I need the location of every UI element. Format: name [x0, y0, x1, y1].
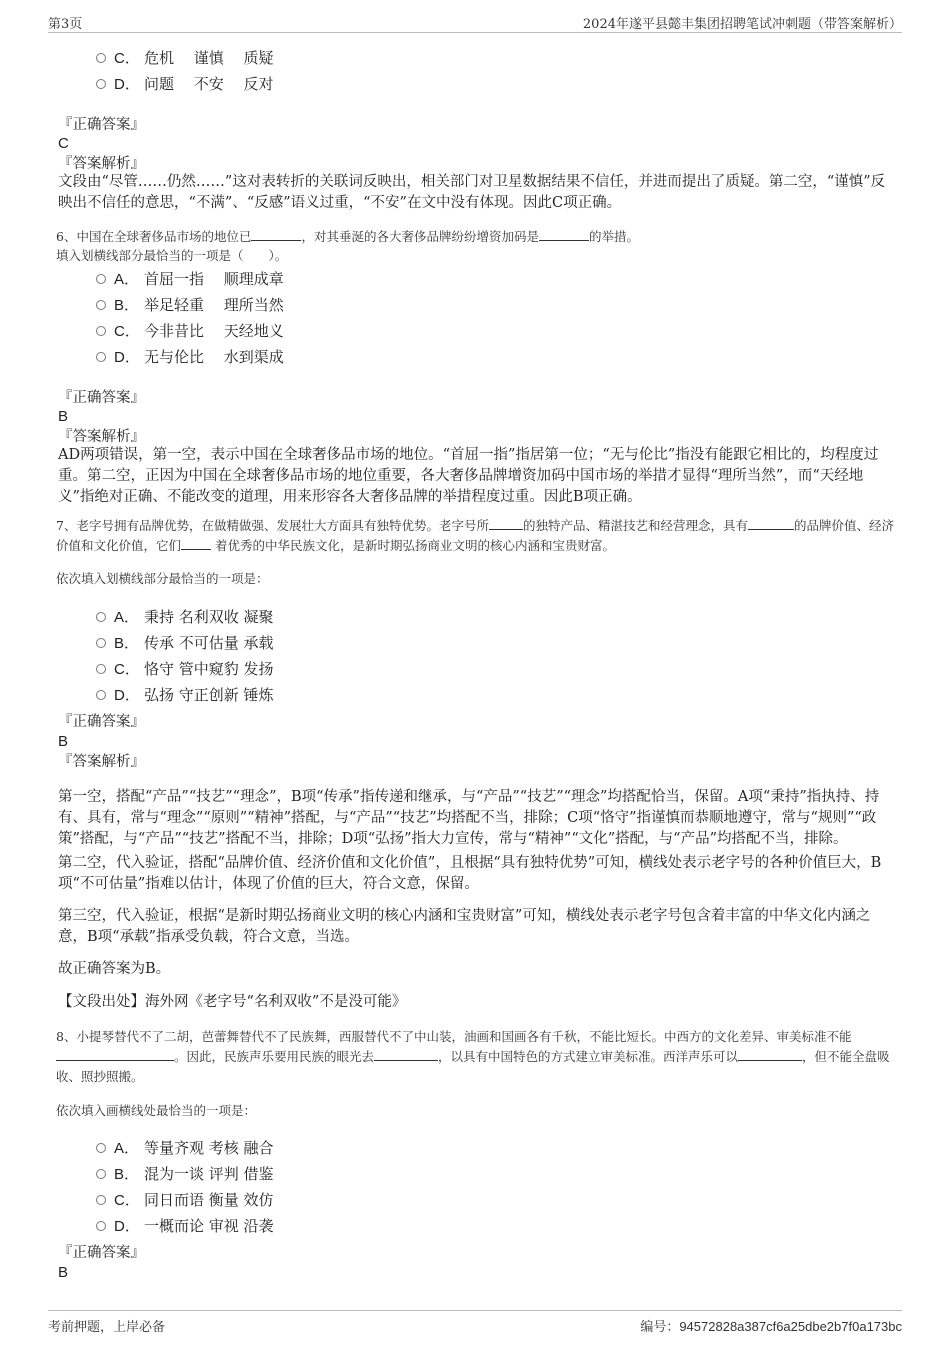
blank: [748, 517, 794, 530]
q6-option-b[interactable]: B． 举足轻重 理所当然: [96, 294, 284, 315]
radio-icon[interactable]: [96, 690, 106, 700]
page-header: [48, 10, 902, 33]
blank: [738, 1048, 802, 1061]
blank: [251, 228, 301, 241]
q8-stem: 8、小提琴替代不了二胡，芭蕾舞替代不了民族舞，西服替代不了中山装，油画和国画各有千秋，不能比短长。中西方的文化差异、审美标准不能。因此，民族声乐要用民族的眼光去 ，以具有中国特色的方式建立审美标准。西洋声乐可以 ，但不能全盘吸收、照抄照搬。: [56, 1029, 890, 1084]
radio-icon[interactable]: [96, 274, 106, 284]
radio-icon[interactable]: [96, 638, 106, 648]
q8-answer-label: 『正确答案』: [58, 1245, 145, 1261]
document-code: 编号：94572828a387cf6a25dbe2b7f0a173bc: [640, 1319, 902, 1335]
q6-option-a[interactable]: A． 首屈一指 顺理成章: [96, 268, 284, 289]
q5-analysis: 文段由“尽管……仍然……”这对表转折的关联词反映出，相关部门对卫星数据结果不信任，并进而提出了质疑。第二空，“谨慎”反映出不信任的意思，“不满”、“反感”语义过重，“不安”在文中没有体现。因此C项正确。: [58, 174, 886, 211]
blank: [374, 1048, 438, 1061]
q6-option-c[interactable]: C． 今非昔比 天经地义: [96, 320, 284, 341]
radio-icon[interactable]: [96, 1195, 106, 1205]
q5-option-d[interactable]: D． 问题 不安 反对: [96, 73, 274, 94]
q6-analysis: AD两项错误，第一空，表示中国在全球奢侈品市场的地位。“首屈一指”指居第一位；“无与伦比”指没有能跟它相比的，均程度过重。第二空，正因为中国在全球奢侈品市场的地位重要，各大奢侈品牌增资加码中国市场的举措才显得“理所当然”，而“天经地义”指绝对正确、不能改变的道理，用来形容各大奢侈品牌的举措程度过重。因此B项正确。: [58, 447, 879, 505]
q6-stem: 6、中国在全球奢侈品市场的地位已 ，对其垂涎的各大奢侈品牌纷纷增资加码是 的举措。: [56, 229, 639, 244]
radio-icon[interactable]: [96, 53, 106, 63]
q7-analysis-label: 『答案解析』: [58, 754, 145, 770]
blank: [181, 537, 211, 550]
q7-prompt: 依次填入划横线部分最恰当的一项是：: [56, 571, 269, 586]
q6-option-d[interactable]: D． 无与伦比 水到渠成: [96, 346, 284, 367]
radio-icon[interactable]: [96, 352, 106, 362]
q7-answer: B: [58, 733, 69, 750]
radio-icon[interactable]: [96, 326, 106, 336]
radio-icon[interactable]: [96, 664, 106, 674]
q7-option-d[interactable]: D． 弘扬 守正创新 锤炼: [96, 684, 274, 705]
q7-stem: 7、老字号拥有品牌优势，在做精做强、发展壮大方面具有独特优势。老字号所 的独特产品、精湛技艺和经营理念，具有 的品牌价值、经济价值和文化价值，它们 着优秀的中华民族文化，是新时期弘扬商业文明的核心内涵和宝贵财富。: [56, 518, 894, 553]
q7-option-a[interactable]: A． 秉持 名利双收 凝聚: [96, 606, 274, 627]
q7-answer-label: 『正确答案』: [58, 714, 145, 730]
radio-icon[interactable]: [96, 612, 106, 622]
document-title: 2024年遂平县懿丰集团招聘笔试冲刺题（带答案解析）: [582, 17, 902, 32]
q7-option-b[interactable]: B． 传承 不可估量 承载: [96, 632, 274, 653]
q7-analysis-p2: 第二空，代入验证，搭配“品牌价值、经济价值和文化价值”，且根据“具有独特优势”可知，横线处表示老字号的各种价值巨大，B项“不可估量”指难以估计，体现了价值的巨大，符合文意，保留。: [58, 855, 882, 892]
q5-option-c[interactable]: C． 危机 谨慎 质疑: [96, 47, 274, 68]
q5-answer-label: 『正确答案』: [58, 117, 145, 133]
page-footer: [48, 1310, 902, 1339]
blank: [56, 1048, 174, 1061]
radio-icon[interactable]: [96, 79, 106, 89]
radio-icon[interactable]: [96, 300, 106, 310]
radio-icon[interactable]: [96, 1143, 106, 1153]
q8-answer: B: [58, 1264, 69, 1281]
q8-prompt: 依次填入画横线处最恰当的一项是：: [56, 1103, 257, 1118]
q8-option-c[interactable]: C． 同日而语 衡量 效仿: [96, 1189, 274, 1210]
q5-answer: C: [58, 135, 69, 152]
blank: [489, 517, 523, 530]
q8-option-b[interactable]: B． 混为一谈 评判 借鉴: [96, 1163, 274, 1184]
q7-source: 【文段出处】海外网《老字号“名利双收”不是没可能》: [58, 994, 407, 1010]
radio-icon[interactable]: [96, 1169, 106, 1179]
q7-analysis-p1: 第一空，搭配“产品”“技艺”“理念”，B项“传承”指传递和继承，与“产品”“技艺”“理念”均搭配恰当，保留。A项“秉持”指执持、持有、具有，常与“理念”“原则”“精神”搭配，与“产品”“技艺”均搭配不当，排除；C项“恪守”指谨慎而恭顺地遵守，常与“规则”“政策”搭配，与“产品”“技艺”搭配不当，排除；D项“弘扬”指大力宣传，常与“精神”“文化”搭配，与“产品”均搭配不当，排除。: [58, 789, 880, 847]
blank: [539, 228, 589, 241]
q6-answer: B: [58, 408, 69, 425]
q5-analysis-label: 『答案解析』: [58, 156, 145, 172]
q8-option-d[interactable]: D． 一概而论 审视 沿袭: [96, 1215, 274, 1236]
radio-icon[interactable]: [96, 1221, 106, 1231]
q7-option-c[interactable]: C． 恪守 管中窥豹 发扬: [96, 658, 274, 679]
q6-analysis-label: 『答案解析』: [58, 429, 145, 445]
q7-analysis-p3: 第三空，代入验证，根据“是新时期弘扬商业文明的核心内涵和宝贵财富”可知，横线处表示老字号包含着丰富的中华文化内涵之意，B项“承载”指承受负载，符合文意，当选。: [58, 908, 871, 945]
q6-answer-label: 『正确答案』: [58, 390, 145, 406]
page-number: 第3页: [48, 17, 83, 32]
q7-conclusion: 故正确答案为B。: [58, 961, 171, 977]
q8-option-a[interactable]: A． 等量齐观 考核 融合: [96, 1137, 274, 1158]
q6-prompt: 填入划横线部分最恰当的一项是（ ）。: [56, 248, 288, 263]
footer-slogan: 考前押题，上岸必备: [48, 1320, 166, 1335]
